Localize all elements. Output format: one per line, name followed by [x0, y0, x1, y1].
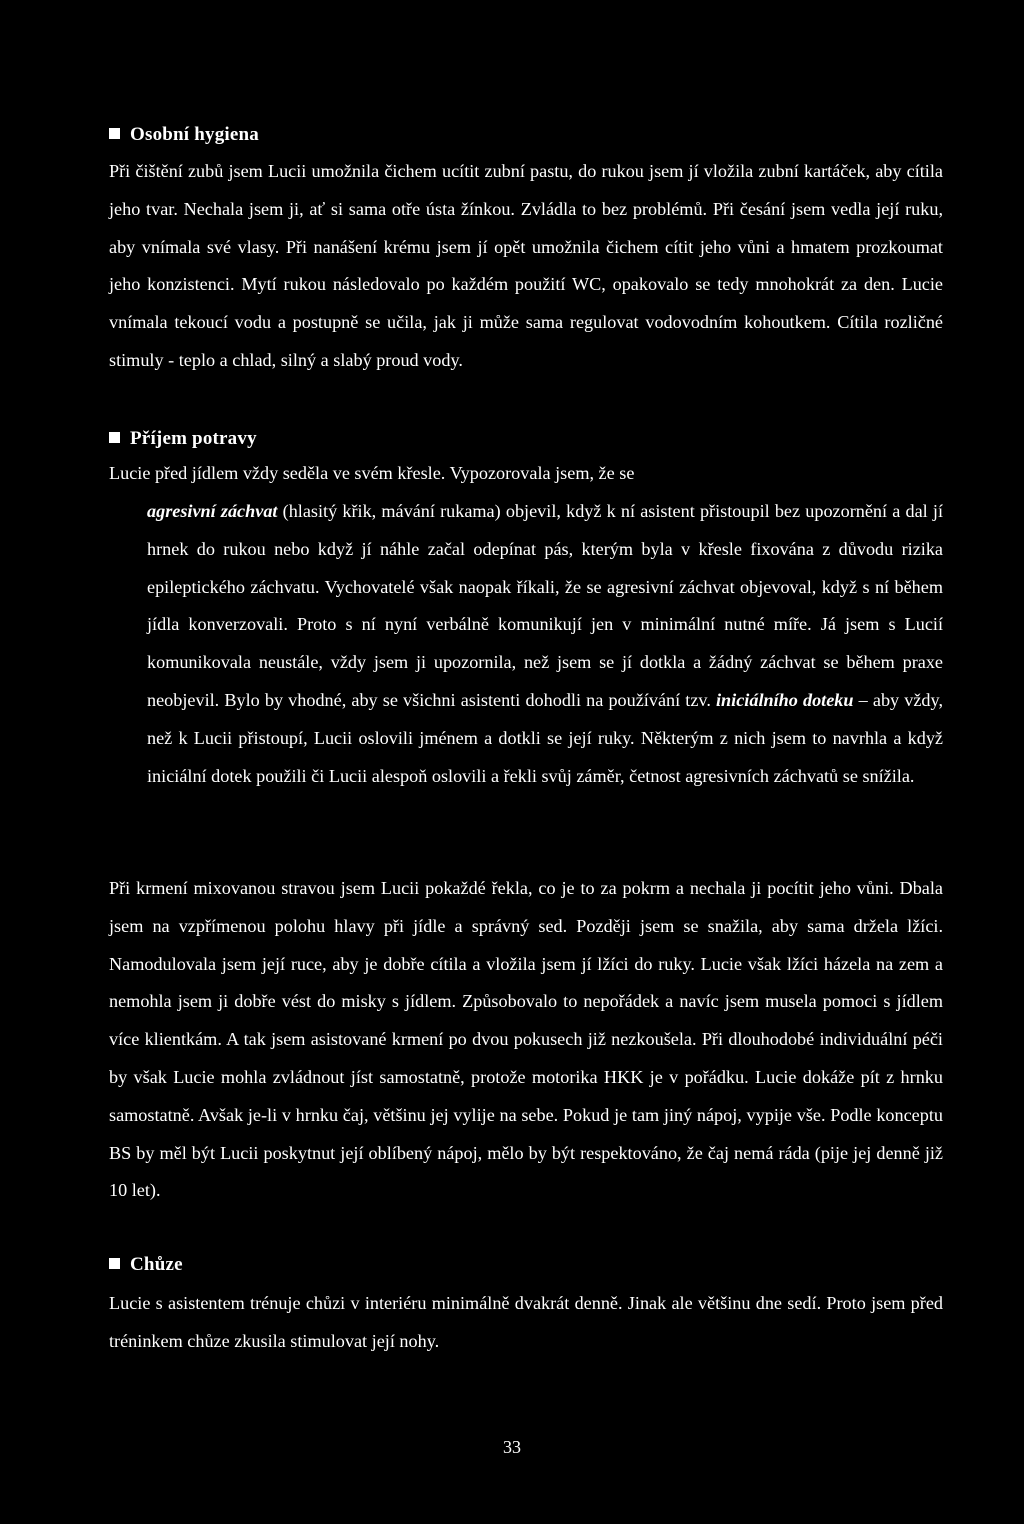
paragraph-feeding: Při krmení mixovanou stravou jsem Lucii pokaždé řekla, co je to za pokrm a nechala ji pocítit jeho vůni. Dbala jsem na vzpřímenou polohu hlavy při jídle a správný sed. Později jsem se snažila, aby sama držela lžíci. Namodulovala jsem její ruce, aby je dobře cítila a vložila jsem jí lžíci do ruky. Lucie však lžíci házela na zem a nemohla jsem ji dobře vést do misky s jídlem. Způsobovalo to nepořádek a navíc jsem musela pomoci s jídlem více klientkám. A tak jsem asistované krmení po dvou pokusech již nezkoušela. Při dlouhodobé individuální péči by však Lucie mohla zvládnout jíst samostatně, protože motorika HKK je v pořádku. Lucie dokáže pít z hrnku samostatně. Avšak je-li v hrnku čaj, většinu jej vylije na sebe. Pokud je tam jiný nápoj, vypije vše. Podle konceptu BS by měl být Lucii poskytnut její oblíbený nápoj, mělo by být respektováno, že čaj nemá ráda (pije jej denně již 10 let).	[109, 878, 943, 1201]
section-heading-hygiene	[109, 123, 259, 147]
heading-text: Chůze	[130, 1254, 183, 1275]
term-aggressive-seizure: agresivní záchvat	[147, 501, 278, 521]
page-number: 33	[503, 1437, 521, 1457]
heading-text: Příjem potravy	[130, 428, 257, 449]
term-initial-touch: iniciálního doteku	[716, 689, 854, 710]
heading-text: Osobní hygiena	[130, 124, 259, 145]
aggression-text: (hlasitý křik, mávání rukama) objevil, když k ní asistent přistoupil bez upozornění a dal jí hrnek do rukou nebo když jí náhle začal odepínat pás, kterým byla v křesle fixována z důvodu rizika epileptického záchvatu. Vychovatelé však naopak říkali, že se agresivní záchvat objevoval, když s ní během jídla konverzovali. Proto s ní nyní verbálně komunikují jen v minimální nutné míře. Já jsem s Lucií komunikovala neustále, vždy jsem ji upozornila, než jsem se jí dotkla a žádný záchvat se během praxe neobjevil. Bylo by vhodné, aby se všichni asistenti dohodli na používání tzv.	[147, 501, 943, 710]
square-bullet-icon	[109, 1258, 120, 1269]
initial-touch-text: – aby vždy, než k Lucii přistoupí, Lucii oslovili jménem a dotkli se její ruky. Některým z nich jsem to navrhla a když iniciální dotek použili či Lucii alespoň oslovili a řekli svůj záměr, četnost agresivních záchvatů se snížila.	[147, 689, 943, 786]
square-bullet-icon	[109, 128, 120, 139]
square-bullet-icon	[109, 432, 120, 443]
paragraph-food-intro: Lucie před jídlem vždy seděla ve svém křesle. Vypozorovala jsem, že se	[109, 463, 635, 483]
paragraph-hygiene: Při čištění zubů jsem Lucii umožnila čichem ucítit zubní pastu, do rukou jsem jí vložila zubní kartáček, aby cítila jeho tvar. Nechala jsem ji, ať si sama otře ústa žínkou. Zvládla to bez problémů. Při česání jsem vedla její ruku, aby vnímala své vlasy. Při nanášení krému jsem jí opět umožnila čichem cítit jeho vůni a hmatem prozkoumat jeho konzistenci. Mytí rukou následovalo po každém použití WC, opakovalo se tedy mnohokrát za den. Lucie vnímala tekoucí vodu a postupně se učila, jak ji může sama regulovat vodovodním kohoutkem. Cítila rozličné stimuly - teplo a chlad, silný a slabý proud vody.	[109, 161, 943, 370]
section-heading-walking	[109, 1253, 183, 1277]
paragraph-aggression	[147, 493, 943, 795]
paragraph-walking: Lucie s asistentem trénuje chůzi v interiéru minimálně dvakrát denně. Jinak ale většinu dne sedí. Proto jsem před tréninkem chůze zkusila stimulovat její nohy.	[109, 1293, 943, 1351]
section-heading-food	[109, 427, 257, 451]
